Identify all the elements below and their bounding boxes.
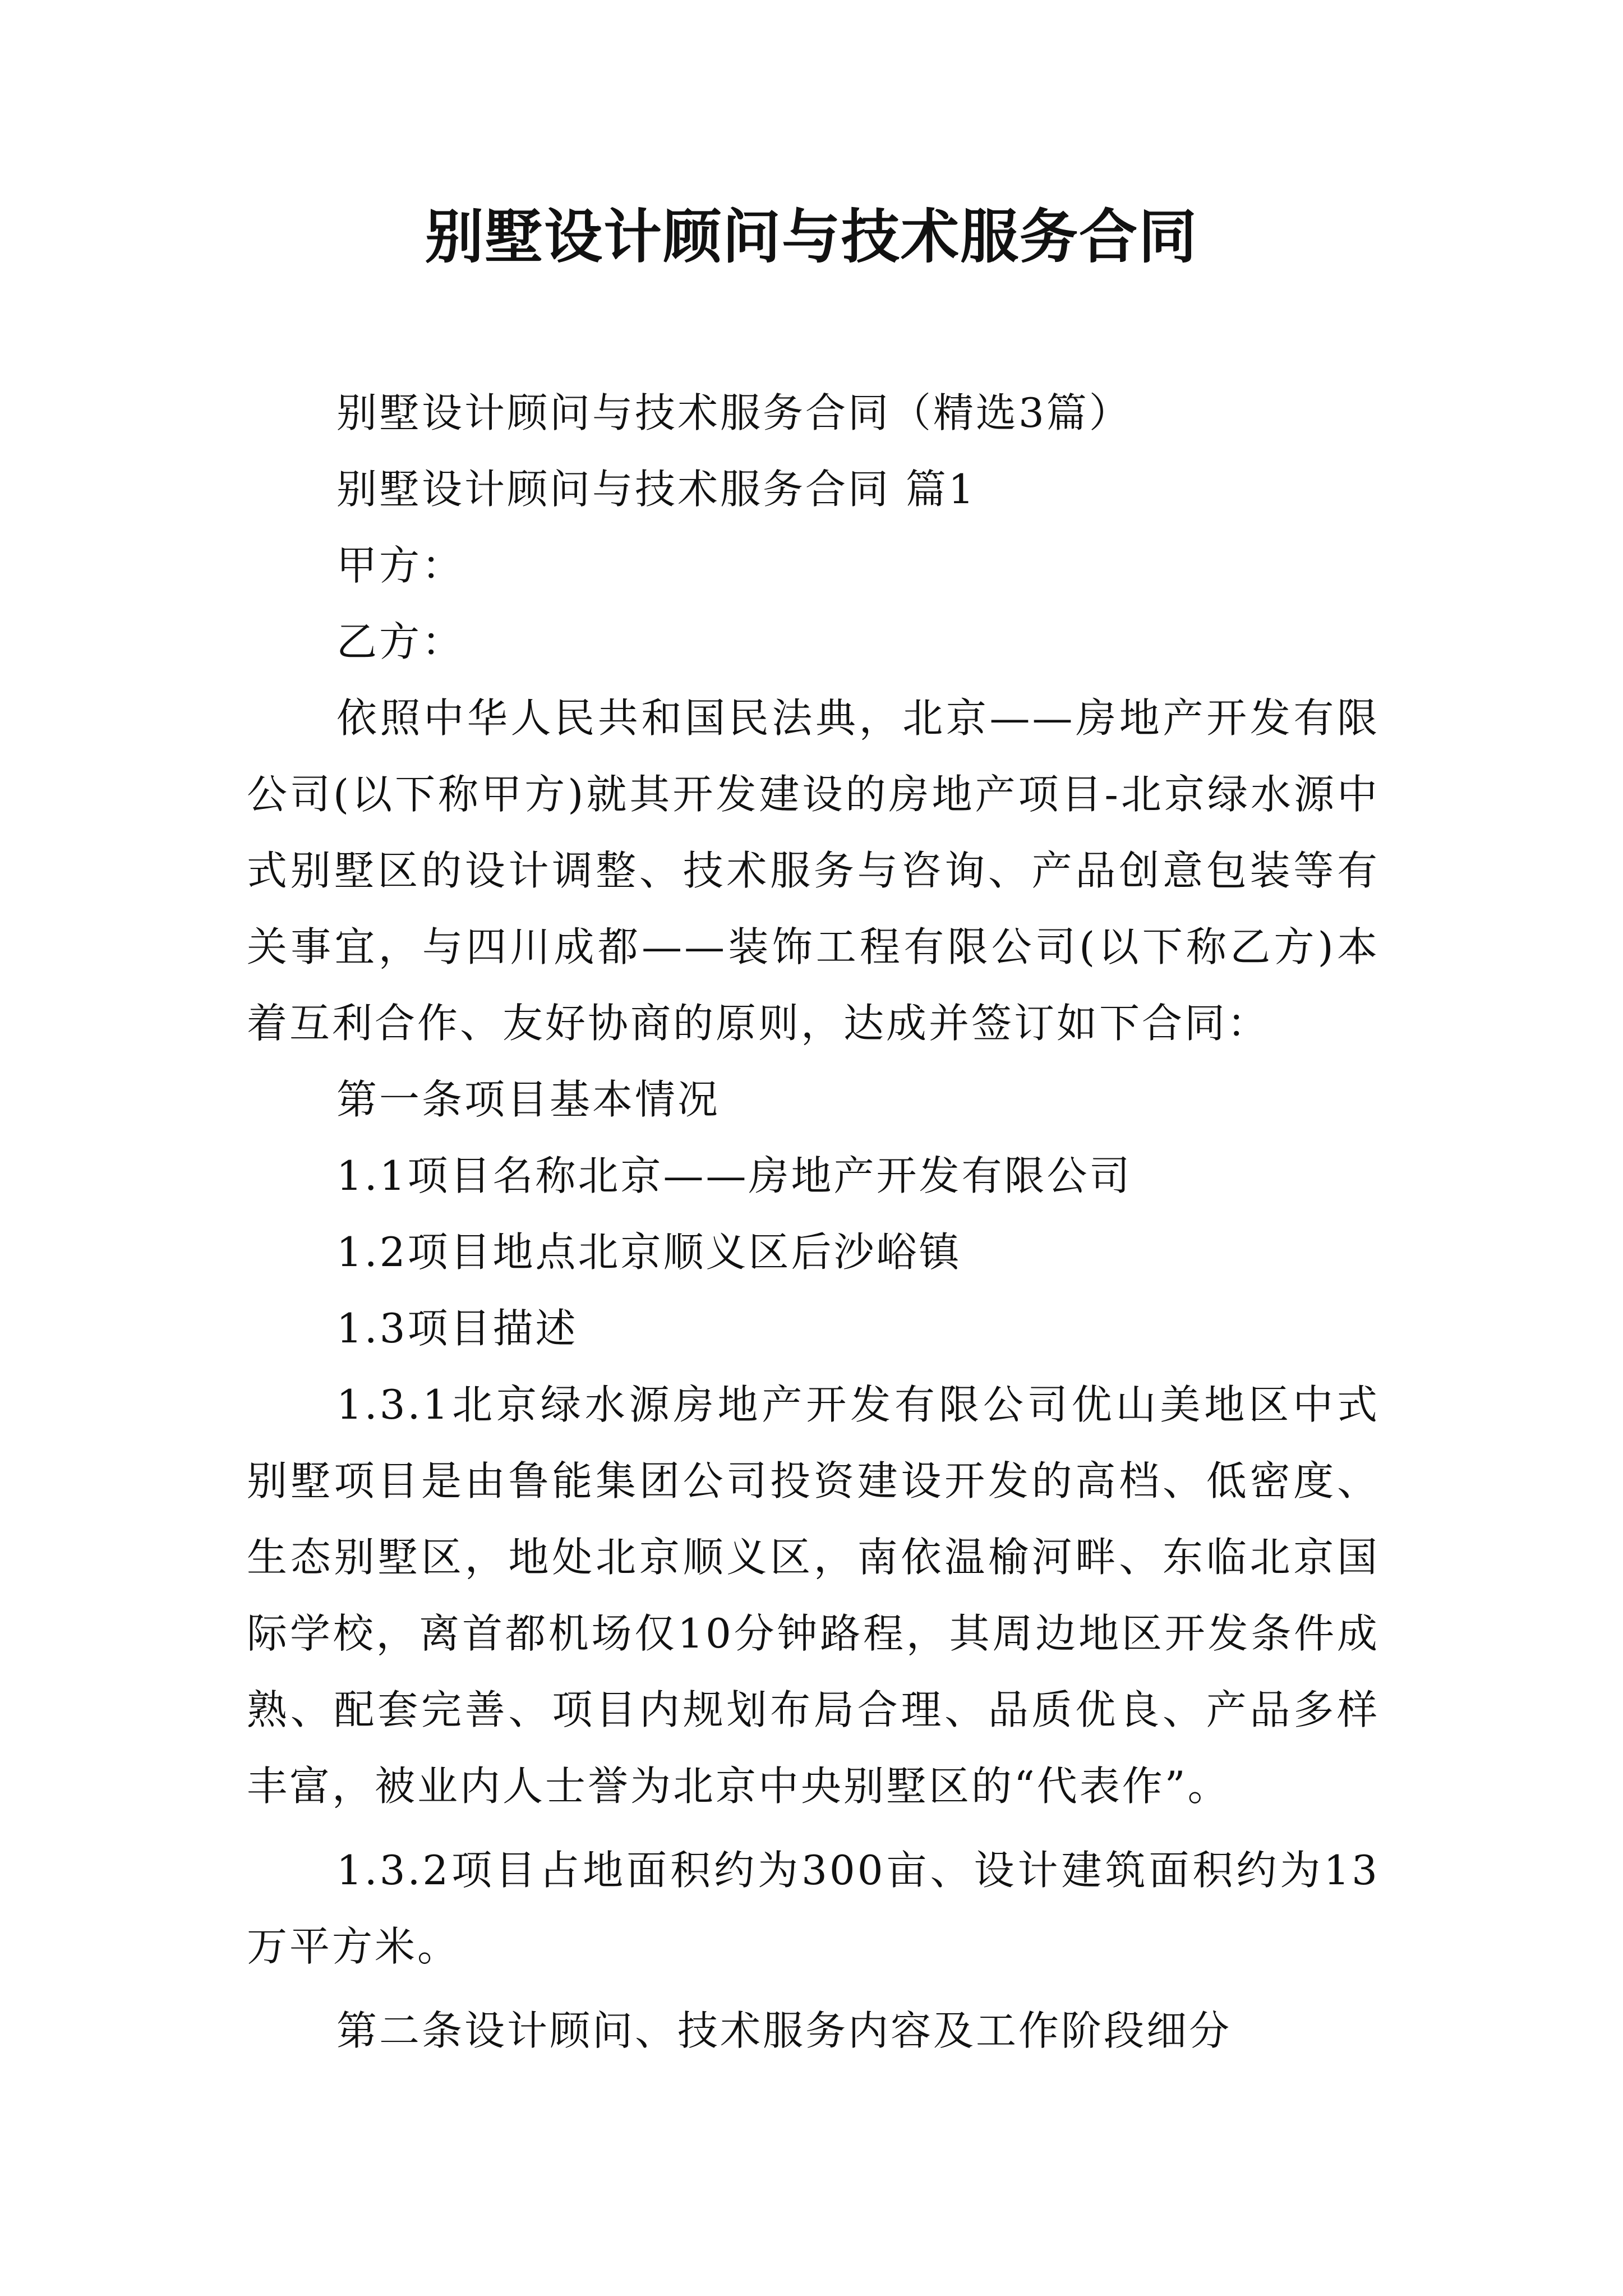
paragraph-party-b: 乙方：	[336, 618, 465, 665]
paragraph-clause-1-2: 1.2项目地点北京顺义区后沙峪镇	[336, 1228, 962, 1276]
paragraph-article-1-heading: 第一条项目基本情况	[336, 1076, 721, 1123]
paragraph-part-heading: 别墅设计顾问与技术服务合同 篇1	[336, 466, 976, 513]
paragraph-preamble: 依照中华人民共和国民法典，北京——房地产开发有限公司(以下称甲方)就其开发建设的房地产项目-北京绿水源中式别墅区的设计调整、技术服务与咨询、产品创意包装等有关事宜，与四川成都——装饰工程有限公司(以下称乙方)本着互利合作、友好协商的原则，达成并签订如下合同：	[247, 694, 1380, 1047]
document-title: 别墅设计顾问与技术服务合同	[425, 203, 1198, 271]
paragraph-article-2-heading: 第二条设计顾问、技术服务内容及工作阶段细分	[336, 2007, 1232, 2054]
paragraph-subtitle: 别墅设计顾问与技术服务合同（精选3篇）	[336, 389, 1132, 436]
paragraph-party-a: 甲方：	[336, 542, 465, 589]
paragraph-clause-1-1: 1.1项目名称北京——房地产开发有限公司	[336, 1152, 1132, 1199]
paragraph-clause-1-3-2: 1.3.2项目占地面积约为300亩、设计建筑面积约为13万平方米。	[247, 1847, 1380, 1970]
document-body	[247, 375, 1380, 2069]
paragraph-clause-1-3-1: 1.3.1北京绿水源房地产开发有限公司优山美地区中式别墅项目是由鲁能集团公司投资建设开发的高档、低密度、生态别墅区，地处北京顺义区，南依温榆河畔、东临北京国际学校，离首都机场仅10分钟路程，其周边地区开发条件成熟、配套完善、项目内规划布局合理、品质优良、产品多样丰富，被业内人士誉为北京中央别墅区的“代表作”。	[247, 1381, 1380, 1810]
paragraph-clause-1-3: 1.3项目描述	[336, 1305, 578, 1352]
